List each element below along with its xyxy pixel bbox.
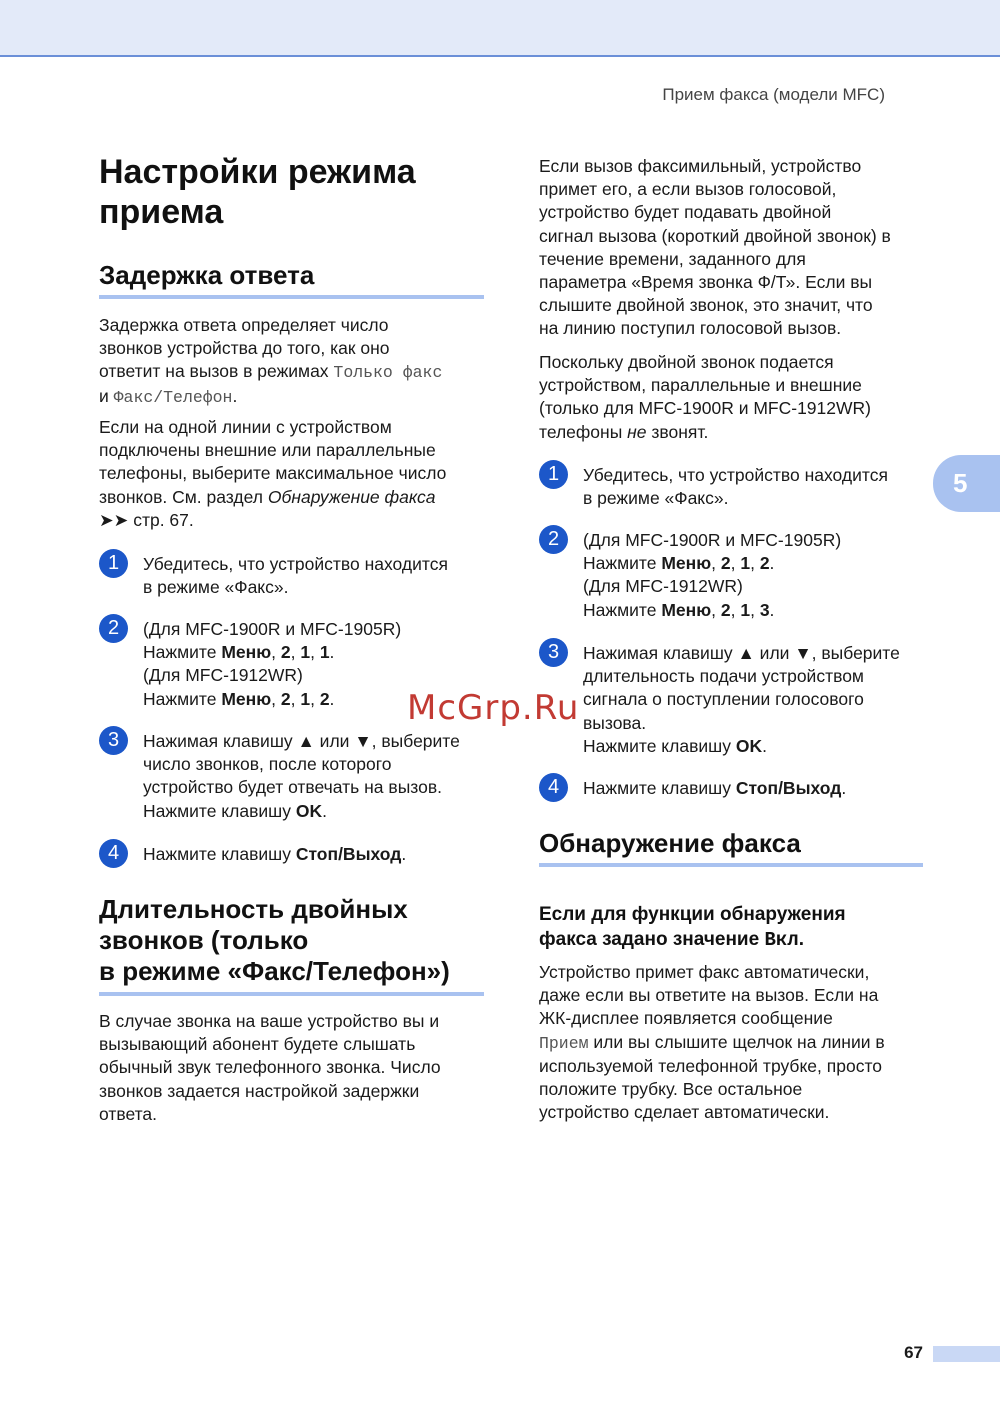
step-text: Убедитесь, что устройство находится в режиме «Факс». [143, 554, 448, 598]
subsection-title-fax-detect-on: Если для функции обнаружения факса задано значение Вкл. [539, 904, 846, 951]
section-title-double-ring: Длительность двойных звонков (только в режиме «Факс/Телефон») [99, 894, 450, 986]
page-number: 67 [904, 1343, 923, 1362]
step-text: Нажимая клавишу ▲ или ▼, выберите длительность подачи устройством сигнала о поступлении голосового вызова. Нажмите клавишу OK. [583, 643, 900, 756]
watermark: McGrp.Ru [407, 688, 580, 728]
chapter-tab: 5 [933, 455, 1000, 512]
main-title: Настройки режима приема [99, 153, 416, 231]
step-text: Нажмите клавишу Стоп/Выход. [143, 844, 407, 864]
step-number-badge: 3 [99, 726, 128, 755]
step-number-badge: 1 [539, 460, 568, 489]
arrows-icon: ➤➤ [99, 509, 129, 530]
step-number-badge: 4 [539, 773, 568, 802]
step-number-badge: 1 [99, 549, 128, 578]
paragraph-fax-or-voice: Если вызов факсимильный, устройство примет его, а если вызов голосовой, устройство будет подавать двойной сигнал вызова (короткий двойной звонок) в течение времени, заданного для параметра «Время звонка Ф/Т». Если вы слышите двойной звонок, это значит, что на линию поступил голосовой вызов. [539, 156, 891, 339]
page-number-bar [933, 1346, 1000, 1362]
step-text: Нажмите клавишу Стоп/Выход. [583, 778, 847, 798]
cross-reference-link[interactable]: Обнаружение факса [267, 486, 436, 507]
section-title-fax-detect: Обнаружение факса [539, 828, 801, 858]
paragraph-fax-detect: Устройство примет факс автоматически, даже если вы ответите на вызов. Если на ЖК-дисплее появляется сообщение Прием или вы слышите щелчок на линии в используемой телефонной трубке, просто положите трубку. Все остальное устройство сделает автоматически. [539, 962, 885, 1123]
step-number-badge: 4 [99, 839, 128, 868]
step-number-badge: 2 [99, 614, 128, 643]
step-text: (Для MFC-1900R и MFC-1905R) Нажмите Меню, 2, 1, 2. (Для MFC-1912WR) Нажмите Меню, 2, 1, 3. [583, 530, 842, 620]
section-title-answer-delay: Задержка ответа [99, 260, 315, 290]
step-text: Убедитесь, что устройство находится в режиме «Факс». [583, 465, 888, 509]
down-arrow-icon: ▼ [794, 643, 812, 663]
step-number-badge: 2 [539, 525, 568, 554]
paragraph-phones-not-ring: Поскольку двойной звонок подается устройством, параллельные и внешние (только для MFC-1900R и MFC-1912WR) телефоны не звонят. [539, 352, 871, 442]
section-rule [99, 992, 484, 996]
section-rule [539, 863, 923, 867]
step-text: Нажимая клавишу ▲ или ▼, выберите число звонков, после которого устройство будет отвечать на вызов. Нажмите клавишу OK. [143, 731, 460, 821]
up-arrow-icon: ▲ [297, 731, 315, 751]
up-arrow-icon: ▲ [737, 643, 755, 663]
top-banner [0, 0, 1000, 57]
running-header: Прием факса (модели MFC) [662, 85, 885, 104]
paragraph-parallel-phones: Если на одной линии с устройством подключены внешние или параллельные телефоны, выберите максимальное число звонков. См. раздел Обнаружение факса ➤➤ стр. 67. [99, 417, 447, 530]
down-arrow-icon: ▼ [354, 731, 372, 751]
paragraph-answer-delay: Задержка ответа определяет число звонков устройства до того, как оно ответит на вызов в режимах Только факс и Факс/Телефон. [99, 315, 443, 407]
step-number-badge: 3 [539, 638, 568, 667]
section-rule [99, 295, 484, 299]
step-text: (Для MFC-1900R и MFC-1905R) Нажмите Меню, 2, 1, 1. (Для MFC-1912WR) Нажмите Меню, 2, 1, 2. [143, 619, 402, 709]
paragraph-double-ring: В случае звонка на ваше устройство вы и вызывающий абонент будете слышать обычный звук телефонного звонка. Число звонков задается настройкой задержки ответа. [99, 1011, 441, 1124]
